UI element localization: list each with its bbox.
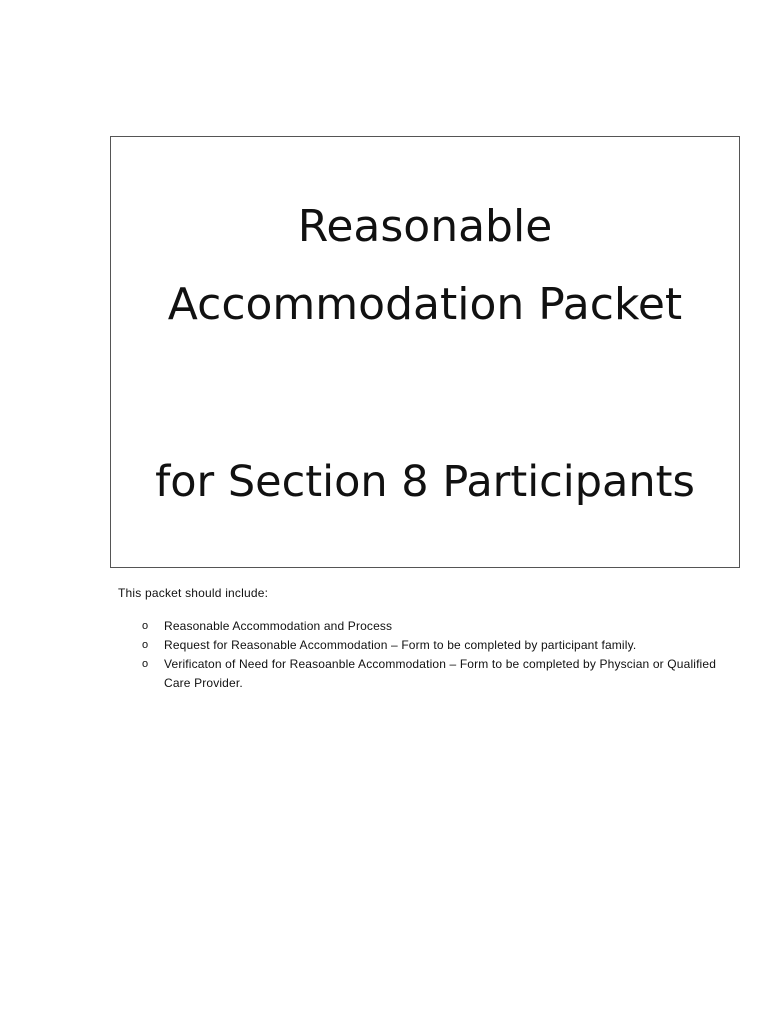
list-item bbox=[138, 636, 738, 655]
list-item bbox=[138, 617, 738, 636]
title-box bbox=[110, 136, 740, 568]
list-item-text: Reasonable Accommodation and Process bbox=[164, 619, 393, 633]
title-line-2: Accommodation Packet bbox=[167, 279, 683, 330]
list-item bbox=[138, 655, 738, 693]
title-line-1: Reasonable bbox=[297, 201, 553, 252]
list-item-text: Request for Reasonable Accommodation – Form to be completed by participant family. bbox=[164, 638, 637, 652]
list-item-text: Verificaton of Need for Reasoanble Accommodation – Form to be completed by Physcian or Qualified Care Provider. bbox=[164, 657, 717, 690]
title-line-3: for Section 8 Participants bbox=[155, 457, 695, 507]
contents-list bbox=[138, 617, 738, 693]
intro-text: This packet should include: bbox=[118, 586, 269, 600]
bullet-icon: o bbox=[142, 620, 149, 632]
bullet-icon: o bbox=[142, 658, 149, 670]
bullet-icon: o bbox=[142, 639, 149, 651]
